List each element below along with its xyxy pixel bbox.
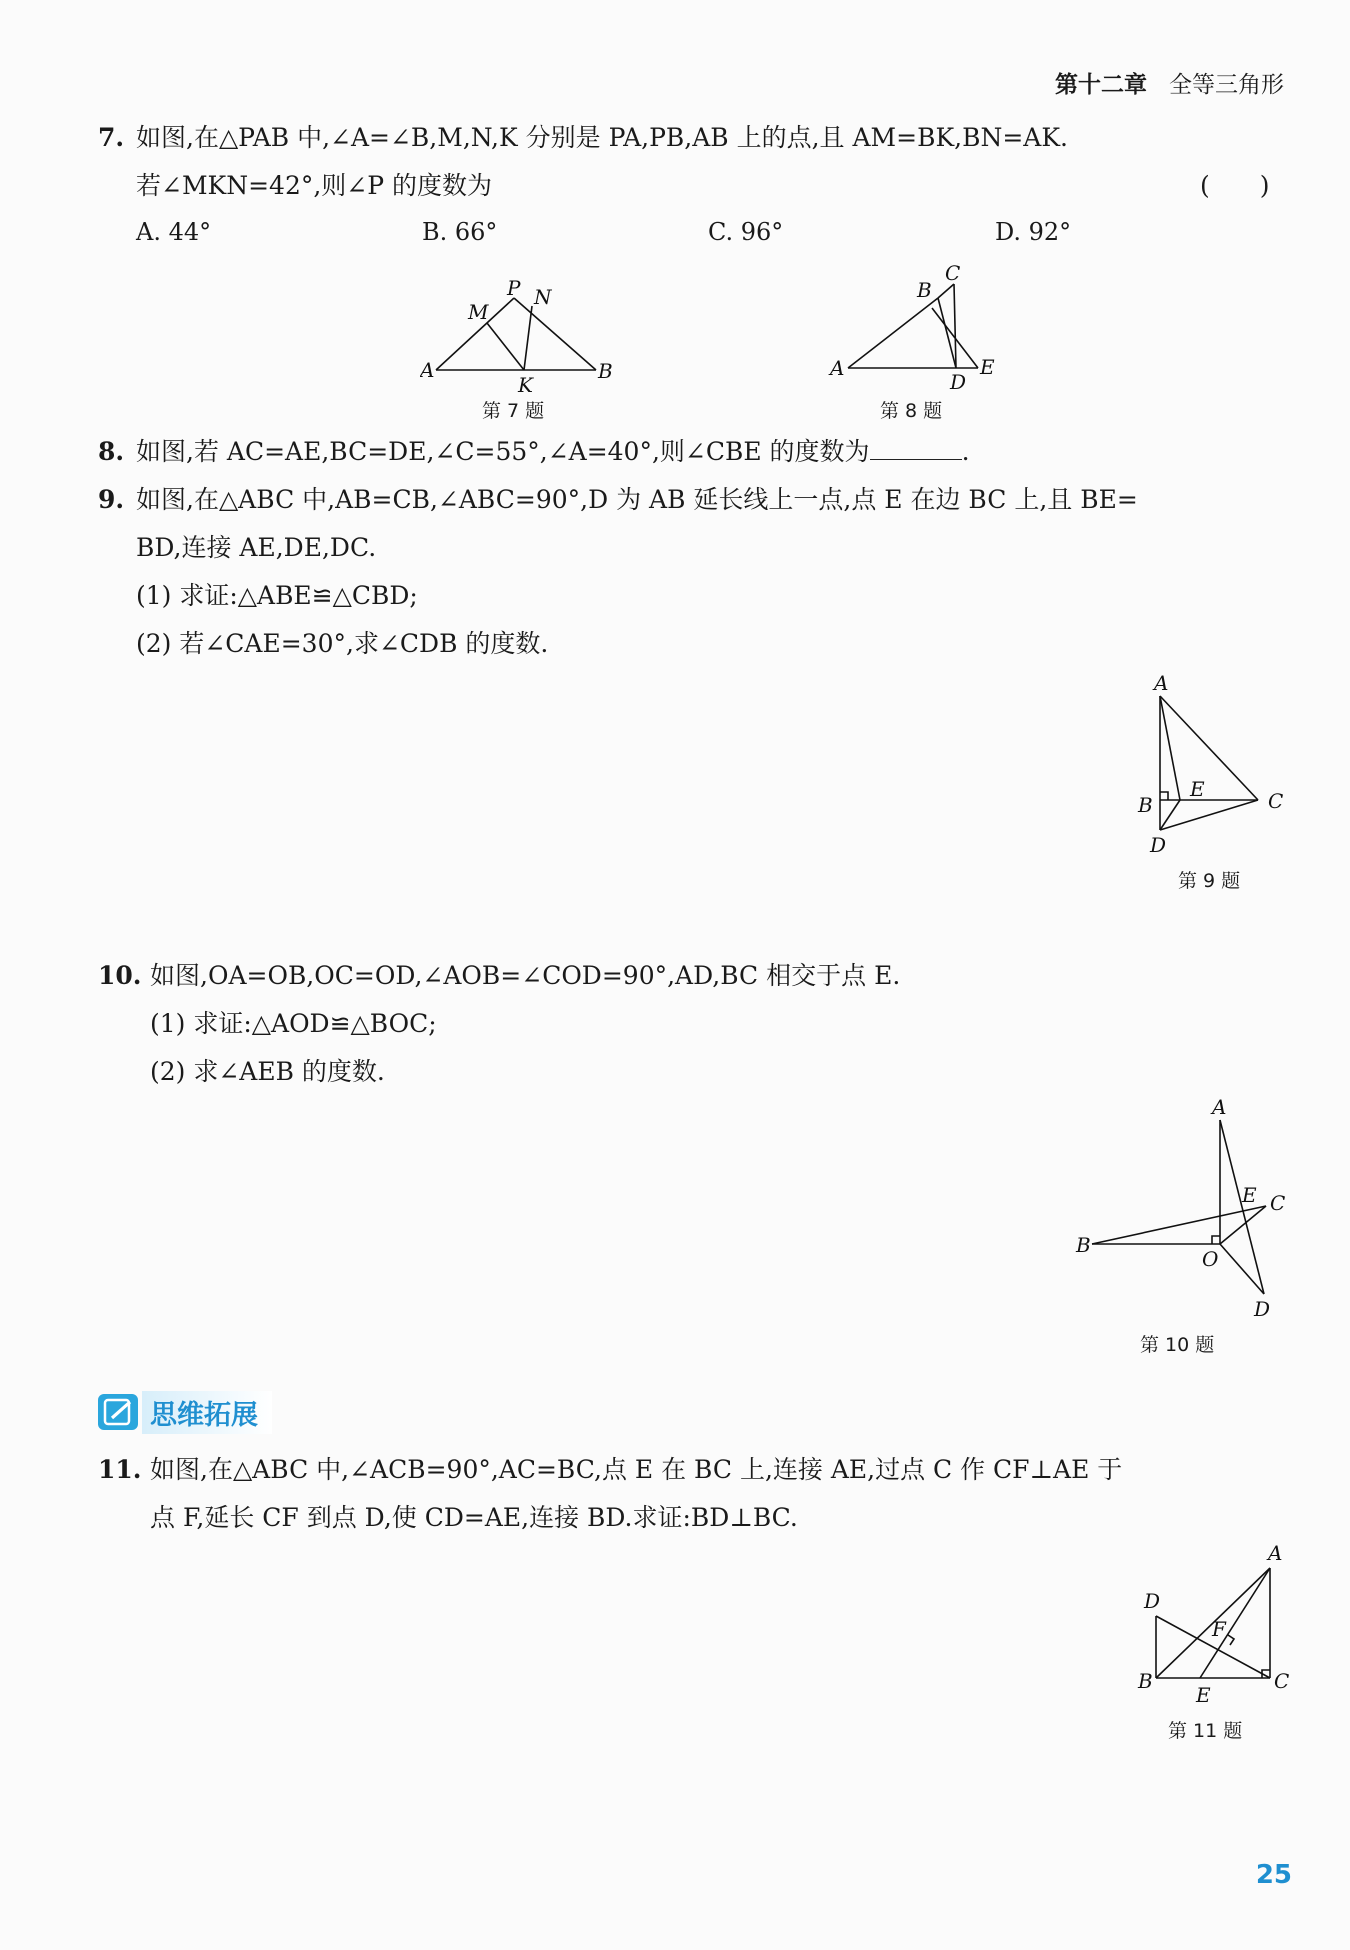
question-text-line2: 若∠MKN=42°,则∠P 的度数为: [136, 171, 493, 200]
label-E: E: [1190, 777, 1205, 801]
subquestion-1: (1) 求证:△ABE≌△CBD;: [136, 581, 418, 610]
label-A: A: [1212, 1098, 1227, 1119]
figure-8-lines: [848, 284, 978, 368]
question-number: 10.: [98, 961, 142, 990]
option-c: C. 96°: [708, 218, 784, 246]
question-text-line2: 点 F,延长 CF 到点 D,使 CD=AE,连接 BD.求证:BD⊥BC.: [150, 1503, 798, 1532]
option-b: B. 66°: [422, 218, 498, 246]
label-A: A: [420, 358, 435, 382]
label-B: B: [598, 359, 613, 383]
subquestion-2: (2) 求∠AEB 的度数.: [150, 1057, 385, 1086]
question-text-line1: 如图,在△ABC 中,∠ACB=90°,AC=BC,点 E 在 BC 上,连接 AE,过点 C 作 CF⊥AE 于: [150, 1455, 1123, 1484]
question-end: .: [961, 437, 970, 466]
label-C: C: [1270, 1191, 1286, 1215]
label-B: B: [917, 278, 932, 302]
pencil-note-icon: [98, 1394, 138, 1430]
option-a: A. 44°: [136, 218, 212, 246]
question-number: 7.: [98, 123, 125, 152]
label-F: F: [1212, 1617, 1226, 1641]
figure-8-caption: 第 8 题: [880, 400, 943, 422]
chapter-number: 第十二章: [1055, 72, 1147, 98]
answer-blank: [870, 433, 962, 460]
chapter-title: 全等三角形: [1169, 72, 1284, 98]
chapter-header: [1055, 66, 1284, 99]
label-C: C: [1268, 789, 1284, 813]
label-C: C: [945, 262, 961, 285]
figure-8: [828, 262, 1018, 402]
label-E: E: [980, 355, 995, 379]
label-A: A: [1154, 671, 1169, 695]
label-B: B: [1076, 1233, 1091, 1257]
question-text-line2: BD,连接 AE,DE,DC.: [136, 533, 377, 562]
label-N: N: [534, 285, 552, 309]
label-K: K: [518, 373, 533, 397]
page-number: 25: [1255, 1860, 1292, 1890]
subquestion-1: (1) 求证:△AOD≌△BOC;: [150, 1009, 437, 1038]
section-header: [98, 1392, 272, 1432]
label-D: D: [1144, 1589, 1161, 1613]
label-B: B: [1138, 793, 1153, 817]
label-B: B: [1138, 1669, 1153, 1693]
figure-7-caption: 第 7 题: [482, 400, 545, 422]
label-M: M: [468, 300, 489, 324]
question-number: 11.: [98, 1455, 142, 1484]
subquestion-2: (2) 若∠CAE=30°,求∠CDB 的度数.: [136, 629, 549, 658]
option-d: D. 92°: [995, 218, 1072, 246]
figure-11-caption: 第 11 题: [1168, 1720, 1243, 1742]
section-title: 思维拓展: [142, 1391, 272, 1434]
figure-7: [420, 278, 620, 398]
figure-10-caption: 第 10 题: [1140, 1334, 1215, 1356]
question-number: 9.: [98, 485, 125, 514]
label-D: D: [1254, 1297, 1271, 1321]
label-P: P: [507, 278, 521, 300]
label-O: O: [1202, 1247, 1219, 1271]
label-D: D: [950, 370, 967, 394]
figure-7-lines: [436, 298, 596, 370]
question-text-line1: 如图,OA=OB,OC=OD,∠AOB=∠COD=90°,AD,BC 相交于点 E.: [150, 961, 901, 990]
figure-9-lines: [1160, 696, 1258, 830]
figure-11: [1128, 1540, 1298, 1710]
figure-9: [1128, 668, 1298, 858]
page: 第十二章 全等三角形 7. 如图,在△PAB 中,∠A=∠B,M,N,K 分别是 PA,PB,AB 上的点,且 AM=BK,BN=AK. 若∠MKN=42°,则∠P 的度数为 ( ) A. 44° B. 66° C. 96° D. 92° P M N A K B 第 7 题 B C A D E 第 8 题 8. 如图,若 AC=AE,BC=DE,∠C=55°,∠A=40°,则∠CBE 的度数为 . 9. 如图,在△ABC 中,AB=CB,∠ABC=90°,D 为 AB 延长线上一点,点 E 在边 BC 上,且 BE= BD,连接 AE,DE,DC. (1) 求证:△ABE≌△CBD; (2) 若∠CAE=30°,求∠CDB 的度数. A B E C D 第 9 题 10. 如图,OA=OB,OC=OD,∠AOB=∠COD=90°,AD,BC 相交于点 E. (1) 求证:△AOD≌△BOC; (2) 求∠AEB 的度数. A E C B O D 第 10 题 思维拓展 11. 如图,在△ABC 中,∠ACB=90°,AC=BC,点 E 在 BC 上,连接 AE,过点 C 作 CF⊥AE 于 点 F,延长 CF 到点 D,使 CD=AE,连接 BD.求证:BD⊥BC. A D F B E C 第 11 题 25: [0, 0, 1350, 1950]
question-text-line1: 如图,在△ABC 中,AB=CB,∠ABC=90°,D 为 AB 延长线上一点,点 E 在边 BC 上,且 BE=: [136, 485, 1138, 514]
label-E: E: [1242, 1183, 1257, 1207]
question-number: 8.: [98, 437, 125, 466]
figure-10: [1068, 1098, 1298, 1328]
question-text: 如图,若 AC=AE,BC=DE,∠C=55°,∠A=40°,则∠CBE 的度数为: [136, 437, 870, 466]
figure-9-caption: 第 9 题: [1178, 870, 1241, 892]
label-A: A: [830, 356, 845, 380]
figure-10-lines: [1092, 1120, 1266, 1294]
label-D: D: [1150, 833, 1167, 857]
label-C: C: [1274, 1669, 1290, 1693]
label-E: E: [1196, 1683, 1211, 1707]
label-A: A: [1268, 1541, 1283, 1565]
question-text-line1: 如图,在△PAB 中,∠A=∠B,M,N,K 分别是 PA,PB,AB 上的点,且 AM=BK,BN=AK.: [136, 123, 1068, 152]
